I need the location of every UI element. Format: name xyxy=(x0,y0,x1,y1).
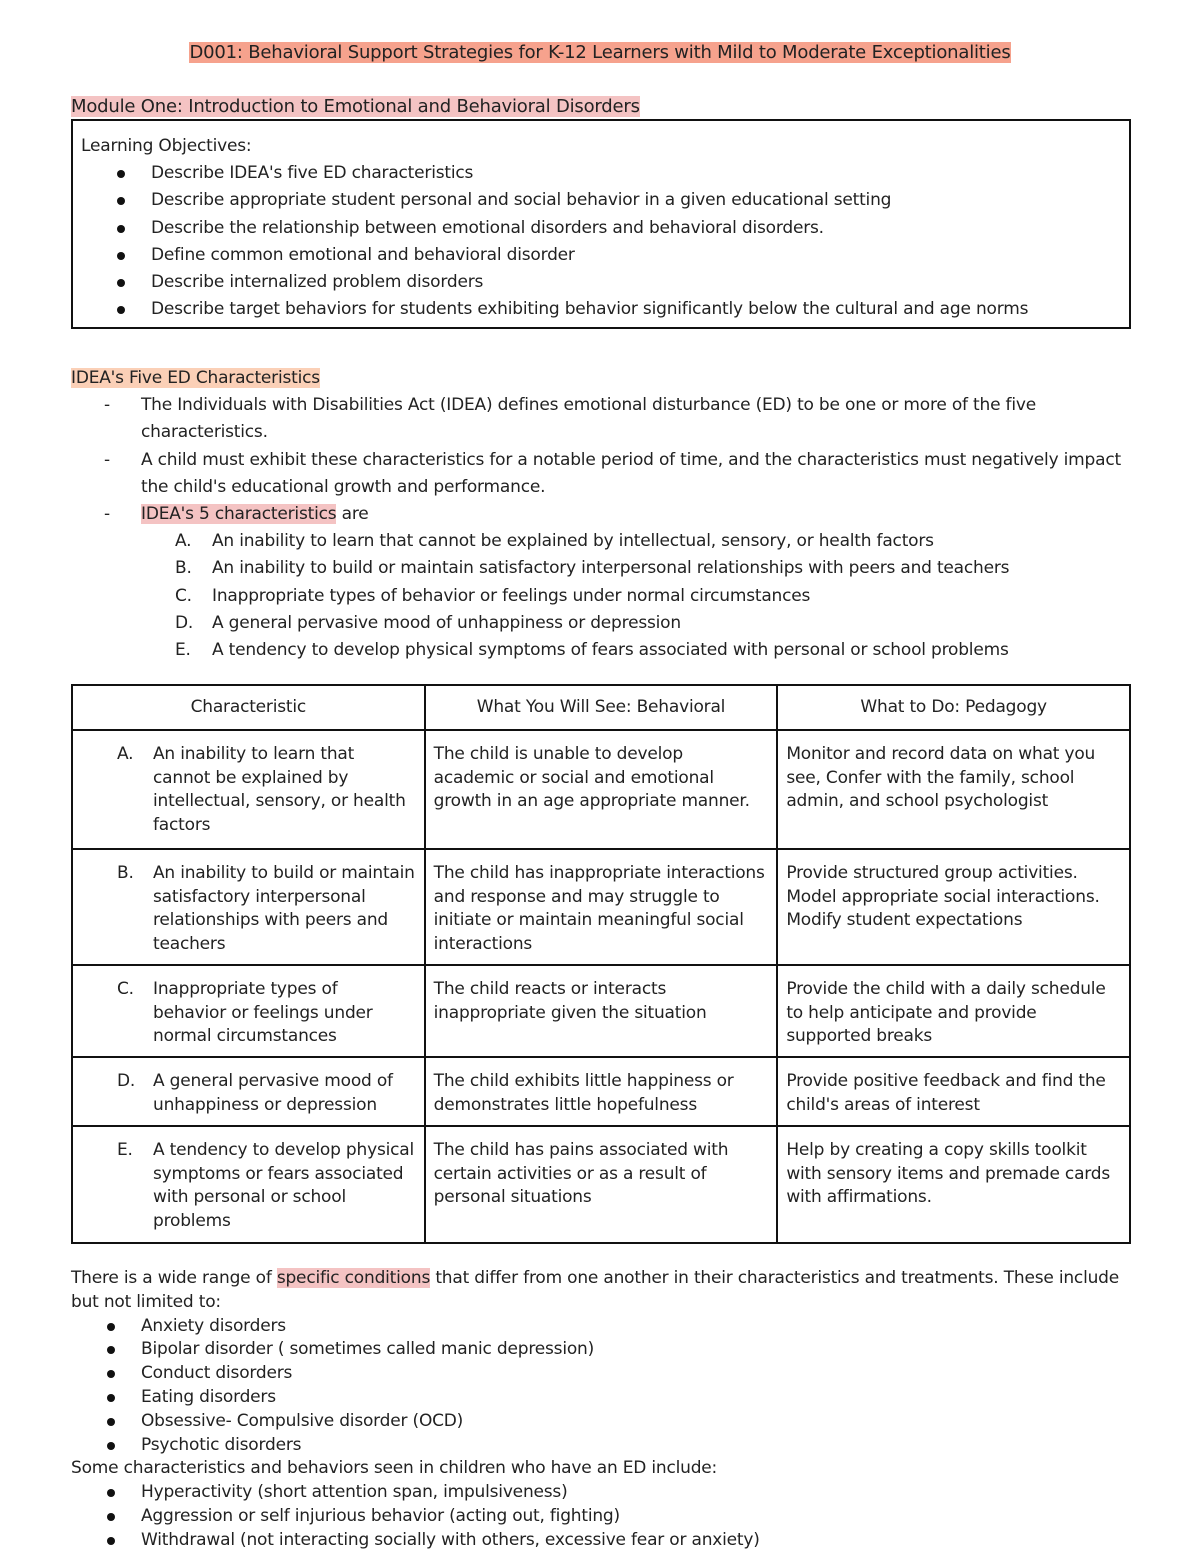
pedagogy-cell-text: Provide the child with a daily schedule to help anticipate and provide supported breaks xyxy=(786,979,1106,1046)
idea-point-text: A child must exhibit these characteristics for a notable period of time, and the characteristics must negatively impact the child's educational growth and performance. xyxy=(141,449,1121,497)
table-row xyxy=(72,1126,1130,1243)
behavioral-cell xyxy=(425,1126,778,1243)
row-letter: D. xyxy=(117,1071,136,1091)
characteristic-text: A general pervasive mood of unhappiness or depression xyxy=(212,612,681,633)
behavioral-cell-text: The child reacts or interacts inappropriate given the situation xyxy=(433,979,707,1023)
conditions-list xyxy=(71,1315,1141,1458)
row-letter: A. xyxy=(117,744,134,764)
objective-item: Define common emotional and behavioral disorder xyxy=(81,242,1121,269)
table-row xyxy=(72,730,1130,849)
conditions-intro xyxy=(71,1267,1141,1315)
condition-item: Anxiety disorders xyxy=(71,1315,1141,1339)
list-letter: D. xyxy=(175,612,194,633)
idea-heading-text: IDEA's Five ED Characteristics xyxy=(71,368,320,388)
behavior-item: Aggression or self injurious behavior (acting out, fighting) xyxy=(71,1505,1141,1529)
conditions-section xyxy=(71,1267,1141,1553)
objective-item: Describe appropriate student personal and social behavior in a given educational setting xyxy=(81,187,1121,214)
dash-marker: - xyxy=(104,395,110,416)
characteristic-text: An inability to learn that cannot be explained by intellectual, sensory, or health factors xyxy=(212,531,934,552)
objective-item: Describe target behaviors for students exhibiting behavior significantly below the cultural and age norms xyxy=(81,296,1121,323)
condition-item: Psychotic disorders xyxy=(71,1434,1141,1458)
characteristic-item xyxy=(71,637,1141,664)
learning-objectives-box xyxy=(71,119,1131,329)
conditions-intro-text: There is a wide range of xyxy=(71,1268,277,1288)
idea-section xyxy=(71,365,1141,664)
characteristic-cell xyxy=(72,965,425,1057)
characteristic-item xyxy=(71,528,1141,555)
characteristics-table xyxy=(71,684,1131,1244)
condition-item: Eating disorders xyxy=(71,1386,1141,1410)
pedagogy-cell xyxy=(777,730,1130,849)
characteristic-cell-text: An inability to build or maintain satisfactory interpersonal relationships with peers and teachers xyxy=(153,863,415,954)
pedagogy-cell-text: Provide structured group activities. Model appropriate social interactions. Modify student expectations xyxy=(786,863,1100,930)
behavior-item: Hyperactivity (short attention span, impulsiveness) xyxy=(71,1481,1141,1505)
behaviors-list xyxy=(71,1481,1141,1552)
condition-item: Obsessive- Compulsive disorder (OCD) xyxy=(71,1410,1141,1434)
objective-item: Describe the relationship between emotional disorders and behavioral disorders. xyxy=(81,215,1121,242)
objective-item: Describe internalized problem disorders xyxy=(81,269,1121,296)
list-letter: C. xyxy=(175,585,192,606)
behavioral-cell xyxy=(425,730,778,849)
list-letter: B. xyxy=(175,558,192,579)
characteristic-item xyxy=(71,583,1141,610)
idea-point xyxy=(71,501,1141,528)
behaviors-intro: Some characteristics and behaviors seen in children who have an ED include: xyxy=(71,1458,718,1479)
idea-heading xyxy=(71,365,1141,392)
idea-characteristics-list xyxy=(71,528,1141,664)
characteristic-text: An inability to build or maintain satisfactory interpersonal relationships with peers and teachers xyxy=(212,558,1010,579)
behavioral-cell-text: The child exhibits little happiness or demonstrates little hopefulness xyxy=(433,1071,734,1115)
row-letter: C. xyxy=(117,979,134,999)
characteristic-cell xyxy=(72,1126,425,1243)
table-row xyxy=(72,849,1130,965)
list-letter: A. xyxy=(175,531,192,552)
dash-marker: - xyxy=(104,504,110,525)
characteristic-cell-text: A general pervasive mood of unhappiness or depression xyxy=(153,1071,393,1115)
pedagogy-cell xyxy=(777,1126,1130,1243)
characteristic-text: A tendency to develop physical symptoms of fears associated with personal or school problems xyxy=(212,640,1009,661)
module-heading-text: Module One: Introduction to Emotional and Behavioral Disorders xyxy=(71,96,640,117)
table-row xyxy=(72,1057,1130,1126)
condition-item: Bipolar disorder ( sometimes called manic depression) xyxy=(71,1338,1141,1362)
column-header-pedagogy: What to Do: Pedagogy xyxy=(777,685,1130,730)
table-row xyxy=(72,965,1130,1057)
behavior-item: Withdrawal (not interacting socially with others, excessive fear or anxiety) xyxy=(71,1529,1141,1553)
column-header-behavioral: What You Will See: Behavioral xyxy=(425,685,778,730)
column-header-characteristic: Characteristic xyxy=(72,685,425,730)
behavioral-cell xyxy=(425,965,778,1057)
idea-point-text: The Individuals with Disabilities Act (IDEA) defines emotional disturbance (ED) to be one or more of the five characteristics. xyxy=(141,395,1036,443)
pedagogy-cell xyxy=(777,849,1130,965)
table-header-row xyxy=(72,685,1130,730)
specific-conditions-highlight: specific conditions xyxy=(276,1268,431,1288)
objective-item: Describe IDEA's five ED characteristics xyxy=(81,160,1121,187)
row-letter: E. xyxy=(117,1140,133,1160)
characteristic-item xyxy=(71,555,1141,582)
conditions-intro-text: that differ from one another in their characteristics and treatments. These include but not limited to: xyxy=(71,1268,1120,1312)
row-letter: B. xyxy=(117,863,134,883)
characteristic-cell-text: An inability to learn that cannot be explained by intellectual, sensory, or health factors xyxy=(153,744,406,835)
idea-point xyxy=(71,392,1141,446)
pedagogy-cell-text: Provide positive feedback and find the child's areas of interest xyxy=(786,1071,1106,1115)
characteristic-cell-text: A tendency to develop physical symptoms or fears associated with personal or school problems xyxy=(153,1140,415,1231)
characteristic-cell xyxy=(72,730,425,849)
behavioral-cell-text: The child is unable to develop academic or social and emotional growth in an age appropriate manner. xyxy=(433,744,750,811)
behavioral-cell xyxy=(425,849,778,965)
pedagogy-cell xyxy=(777,1057,1130,1126)
module-heading xyxy=(71,96,640,117)
behavioral-cell-text: The child has pains associated with certain activities or as a result of personal situations xyxy=(433,1140,729,1207)
characteristic-cell xyxy=(72,1057,425,1126)
characteristic-cell-text: Inappropriate types of behavior or feelings under normal circumstances xyxy=(153,979,373,1046)
pedagogy-cell-text: Monitor and record data on what you see, Confer with the family, school admin, and school psychologist xyxy=(786,744,1096,811)
dash-marker: - xyxy=(104,449,110,470)
document-title-text: D001: Behavioral Support Strategies for K-12 Learners with Mild to Moderate Exceptionalities xyxy=(189,42,1011,63)
idea-point-text: are xyxy=(336,504,369,525)
idea-point xyxy=(71,447,1141,501)
behavioral-cell xyxy=(425,1057,778,1126)
document-title xyxy=(0,42,1200,63)
list-letter: E. xyxy=(175,640,191,661)
condition-item: Conduct disorders xyxy=(71,1362,1141,1386)
characteristic-cell xyxy=(72,849,425,965)
pedagogy-cell xyxy=(777,965,1130,1057)
characteristic-text: Inappropriate types of behavior or feelings under normal circumstances xyxy=(212,585,811,606)
learning-objectives-label: Learning Objectives: xyxy=(81,136,252,156)
behavioral-cell-text: The child has inappropriate interactions and response and may struggle to initiate or maintain meaningful social interactions xyxy=(433,863,765,954)
characteristic-item xyxy=(71,610,1141,637)
idea-characteristics-highlight: IDEA's 5 characteristics xyxy=(141,504,337,525)
learning-objectives-list xyxy=(81,160,1121,324)
pedagogy-cell-text: Help by creating a copy skills toolkit with sensory items and premade cards with affirmations. xyxy=(786,1140,1111,1207)
